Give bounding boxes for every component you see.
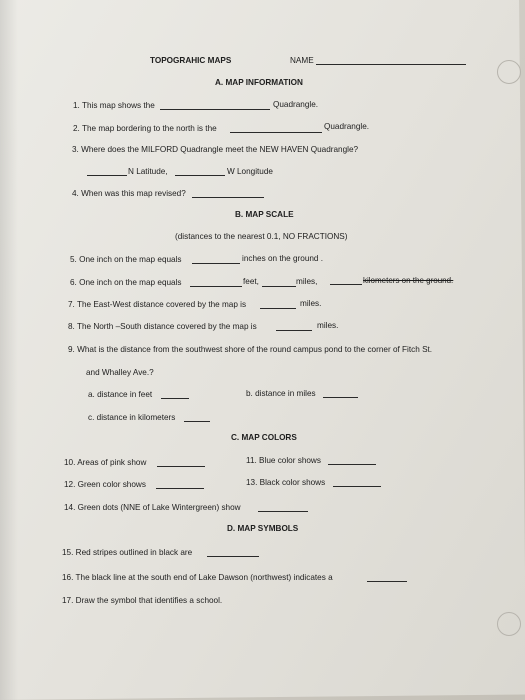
q2-blank[interactable]: [230, 132, 322, 133]
q15-text: 15. Red stripes outlined in black are: [62, 548, 193, 557]
q12-blank[interactable]: [156, 488, 204, 489]
q2-text: 2. The map bordering to the north is the: [73, 124, 217, 133]
q16-text: 16. The black line at the south end of Lake Dawson (northwest) indicates a: [62, 573, 333, 582]
q5-text: 5. One inch on the map equals: [70, 255, 182, 264]
q5-blank[interactable]: [192, 263, 240, 264]
q16-blank[interactable]: [367, 581, 407, 582]
q6-miles-blank[interactable]: [262, 286, 296, 287]
q13-text: 13. Black color shows: [246, 478, 326, 487]
q8-end: miles.: [317, 321, 339, 330]
q1-text: 1. This map shows the: [73, 101, 155, 110]
q6-km-blank[interactable]: [330, 284, 362, 285]
q9b-text: b. distance in miles: [246, 389, 316, 398]
worksheet-title: TOPOGRAHIC MAPS: [150, 56, 232, 65]
q9b-blank[interactable]: [323, 397, 358, 398]
q15-blank[interactable]: [207, 556, 259, 557]
name-blank[interactable]: [316, 64, 466, 65]
section-a-title: A. MAP INFORMATION: [215, 78, 303, 87]
q11-blank[interactable]: [328, 464, 376, 465]
q10-blank[interactable]: [157, 466, 205, 467]
q14-text: 14. Green dots (NNE of Lake Wintergreen) show: [64, 503, 241, 512]
q6-text: 6. One inch on the map equals: [70, 278, 182, 287]
q4-blank[interactable]: [192, 197, 264, 198]
q3-lat-label: N Latitude,: [128, 167, 168, 176]
section-b-title: B. MAP SCALE: [235, 210, 294, 219]
q9a-text: a. distance in feet: [88, 390, 153, 399]
q6-feet-label: feet,: [243, 277, 259, 286]
q7-end: miles.: [300, 299, 322, 308]
q12-text: 12. Green color shows: [64, 480, 146, 489]
q9-continued: and Whalley Ave.?: [86, 368, 154, 377]
binder-hole-bottom: [497, 612, 521, 636]
binder-hole-top: [497, 60, 521, 84]
q3-lat-blank[interactable]: [87, 175, 127, 176]
q7-blank[interactable]: [260, 308, 296, 309]
q6-miles-label: miles,: [296, 277, 318, 286]
q13-blank[interactable]: [333, 486, 381, 487]
q9a-blank[interactable]: [161, 398, 189, 399]
q6-feet-blank[interactable]: [190, 286, 242, 287]
q7-text: 7. The East-West distance covered by the map is: [68, 300, 247, 309]
q9-text: 9. What is the distance from the southwest shore of the round campus pond to the corner of Fitch St.: [68, 345, 433, 354]
section-c-title: C. MAP COLORS: [231, 433, 297, 442]
q5-end: inches on the ground .: [242, 254, 324, 263]
q1-blank[interactable]: [160, 109, 270, 110]
q8-blank[interactable]: [276, 330, 312, 331]
q6-km-label-crossed: kilometers on the ground.: [363, 276, 454, 285]
q9c-blank[interactable]: [184, 421, 210, 422]
q1-end: Quadrangle.: [273, 100, 319, 109]
q8-text: 8. The North –South distance covered by the map is: [68, 322, 257, 331]
section-d-title: D. MAP SYMBOLS: [227, 524, 299, 533]
q4-text: 4. When was this map revised?: [72, 189, 186, 198]
q3-text: 3. Where does the MILFORD Quadrangle meet the NEW HAVEN Quadrangle?: [72, 145, 359, 154]
q17-text: 17. Draw the symbol that identifies a school.: [62, 596, 223, 605]
q3-lon-label: W Longitude: [227, 167, 273, 176]
q10-text: 10. Areas of pink show: [64, 458, 147, 467]
q2-end: Quadrangle.: [324, 122, 370, 131]
section-b-subtitle: (distances to the nearest 0.1, NO FRACTIONS): [175, 232, 348, 241]
page-shadow: [0, 0, 18, 700]
q9c-text: c. distance in kilometers: [88, 413, 176, 422]
q14-blank[interactable]: [258, 511, 308, 512]
q3-lon-blank[interactable]: [175, 175, 225, 176]
name-label: NAME: [290, 56, 314, 65]
q11-text: 11. Blue color shows: [246, 456, 321, 465]
